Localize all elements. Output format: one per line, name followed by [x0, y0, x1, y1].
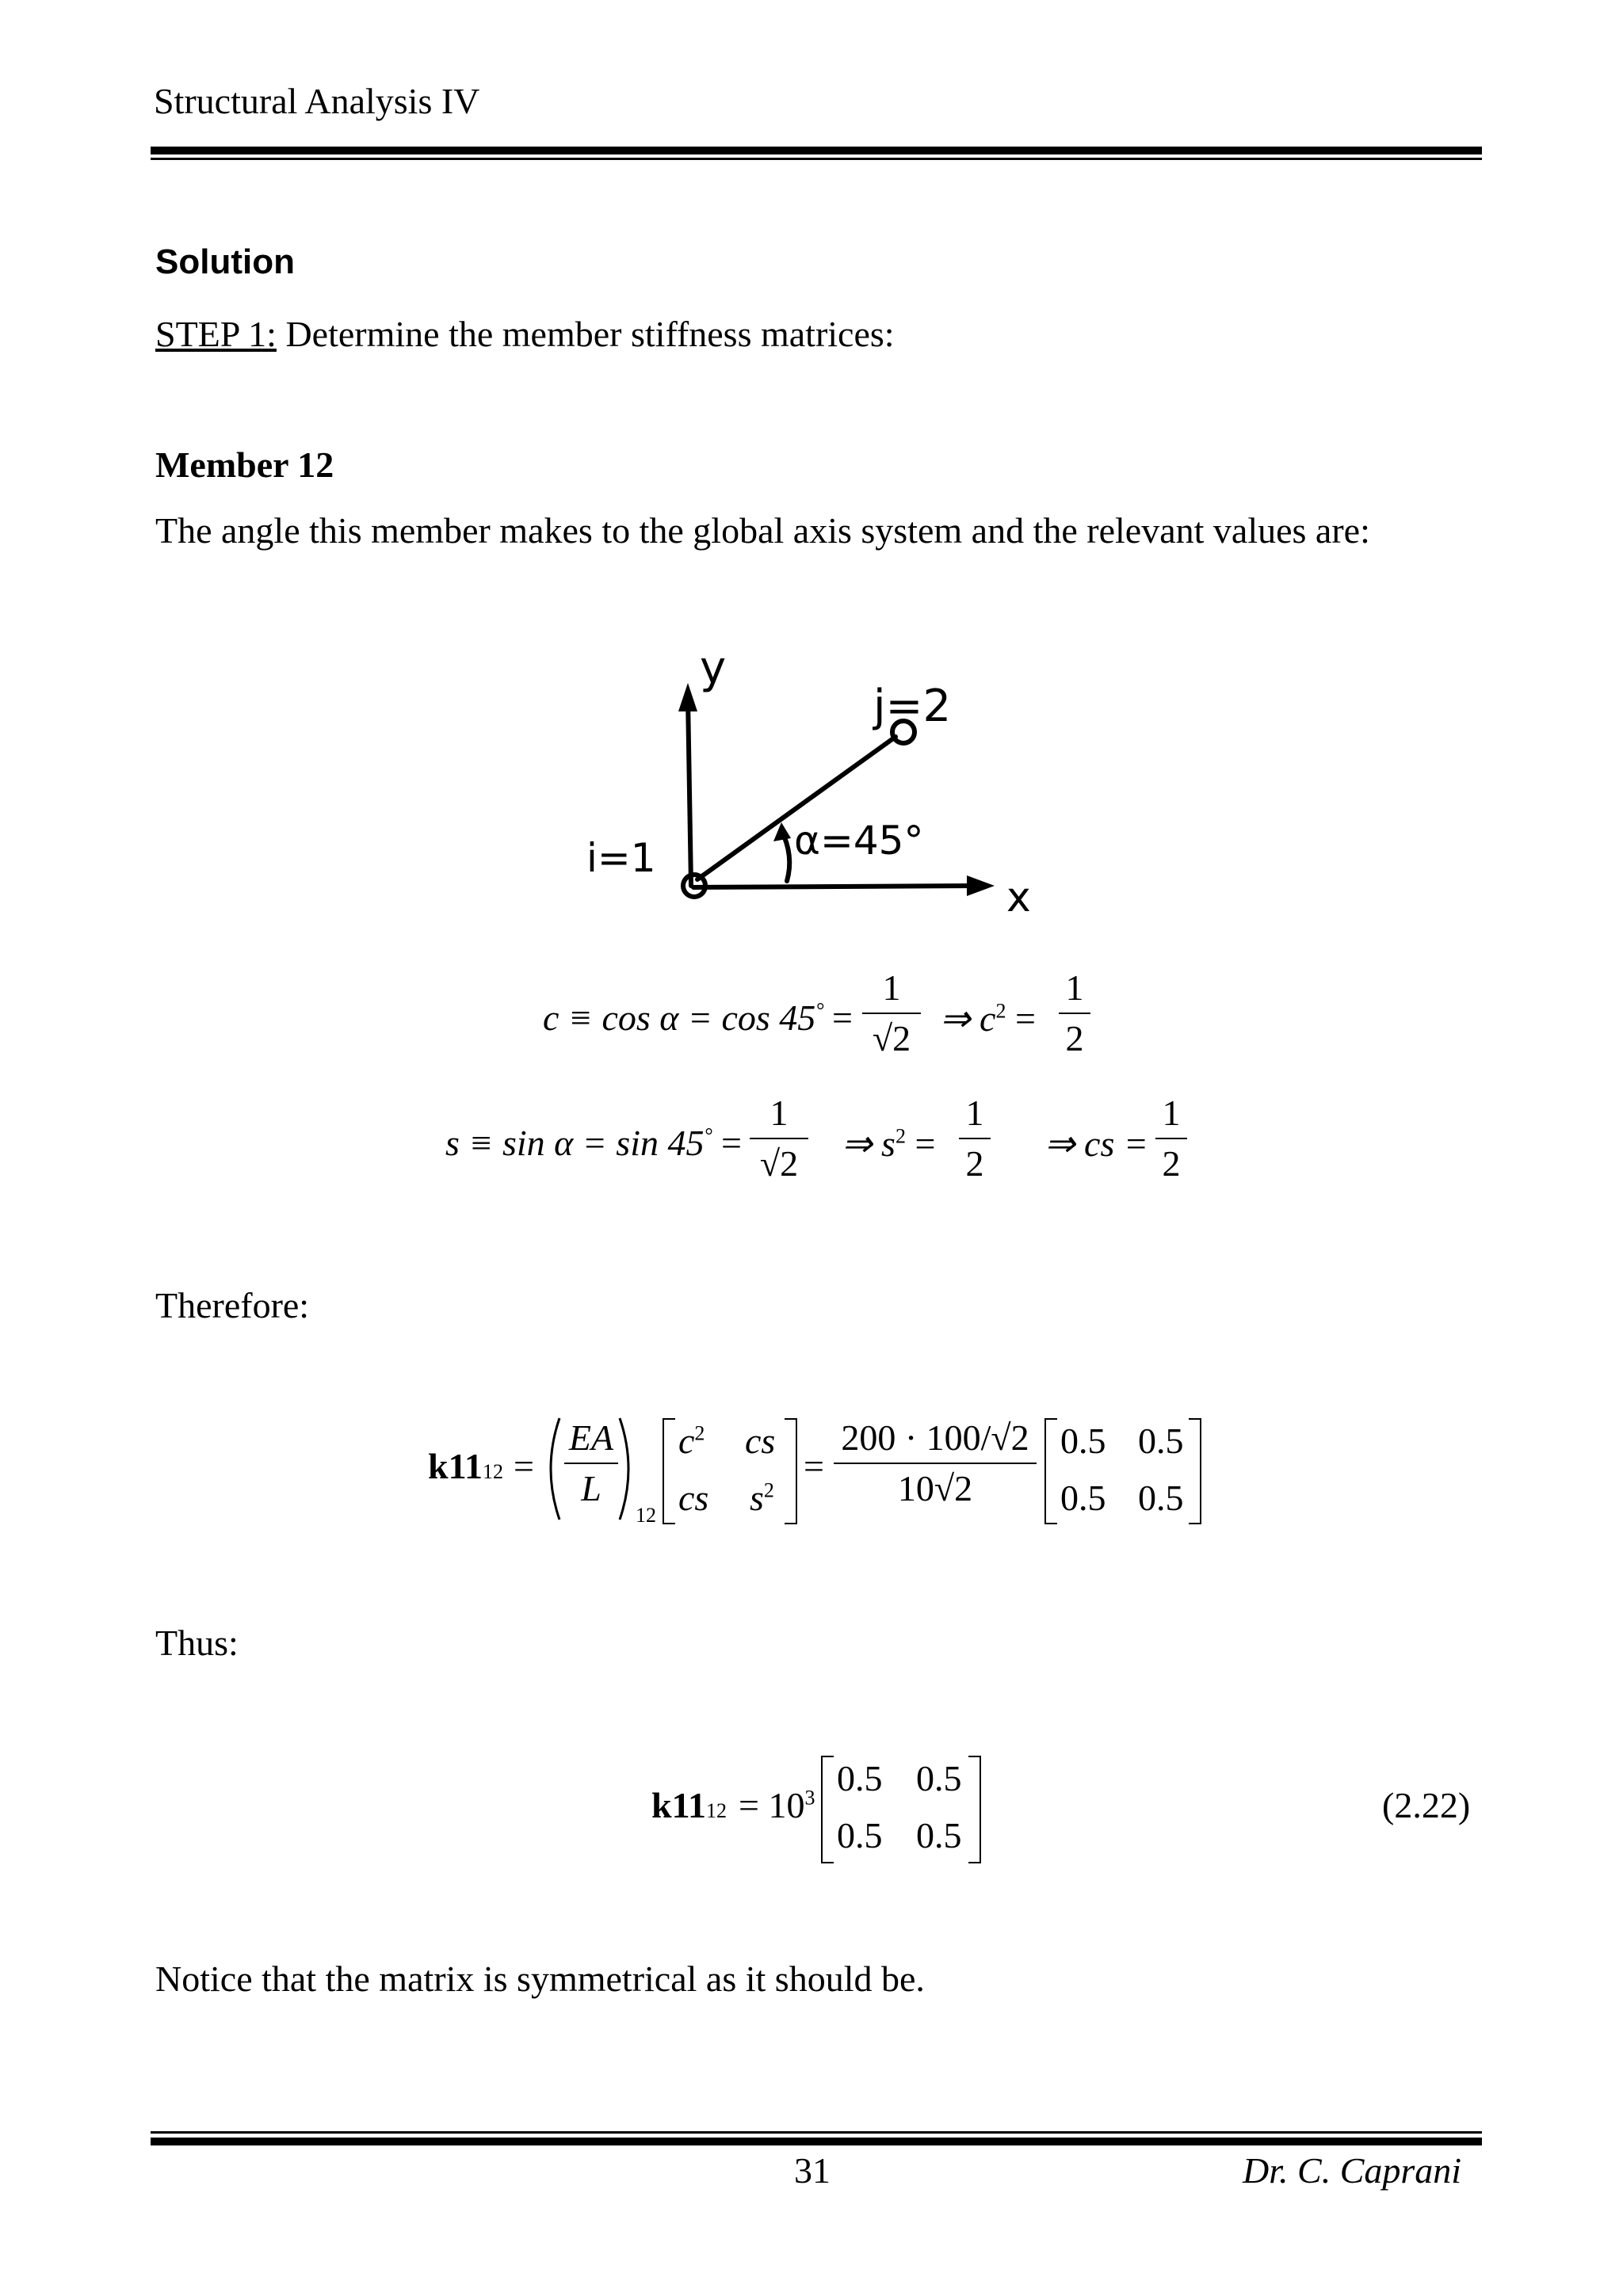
eq-k-numeric-fraction: 200 · 100/√2 10√2 [834, 1418, 1037, 1508]
eq-s-implies-cs: ⇒ cs = [1044, 1123, 1148, 1164]
eq-k-m12: cs [745, 1421, 776, 1461]
x-axis-line [693, 886, 975, 887]
eq-c-equals: = [832, 997, 853, 1038]
eq-k-v22: 0.5 [1138, 1478, 1184, 1518]
eq-c-result: 1 2 [1059, 968, 1090, 1058]
x-axis-label: x [1006, 874, 1031, 919]
header-title: Structural Analysis IV [154, 81, 480, 121]
eq-final-v11: 0.5 [837, 1758, 883, 1798]
eq-s-result-2: 1 2 [1155, 1093, 1187, 1184]
eq-final-v12: 0.5 [916, 1758, 962, 1798]
solution-heading: Solution [155, 242, 295, 281]
eq-final-bracket-right [968, 1756, 981, 1863]
eq-k-numeric-bracket-right [1189, 1418, 1201, 1524]
y-arrow-head [678, 683, 697, 711]
eq-final-v22: 0.5 [916, 1815, 962, 1855]
step-text: Determine the member stiffness matrices: [276, 314, 895, 354]
step-line [155, 312, 895, 357]
eq-final-symbol: k1112 [651, 1785, 727, 1825]
node-i-label: i=1 [586, 835, 656, 881]
eq-k-equals: = [514, 1446, 534, 1486]
eq-k-v11: 0.5 [1060, 1421, 1106, 1461]
y-axis-line [688, 697, 691, 886]
eq-s-lhs: s ≡ sin α = sin 45° [445, 1123, 712, 1163]
eq-k-m21: cs [678, 1478, 709, 1518]
eq-s-result-1: 1 2 [959, 1093, 991, 1184]
eq-k-equals-2: = [804, 1446, 824, 1486]
eq-final-v21: 0.5 [837, 1815, 883, 1855]
eq-k-symbolic-bracket-right [785, 1418, 797, 1524]
eq-final-power: = $10^3$ [739, 1785, 815, 1825]
thus-text: Thus: [155, 1623, 239, 1663]
step-label: STEP 1: [155, 314, 277, 354]
y-axis-label: y [700, 643, 727, 694]
intro-text: The angle this member makes to the global axis system and the relevant values are: [155, 510, 1370, 551]
eq-c-implies: ⇒ $c^2$ = [940, 998, 1036, 1039]
notice-text: Notice that the matrix is symmetrical as it should be. [155, 1958, 925, 1999]
footer-rule-thin [151, 2131, 1482, 2134]
eq-k-symbol: k1112 [428, 1446, 504, 1486]
eq-k-ea-over-l: EA L [564, 1418, 618, 1508]
header-rule-thick [151, 147, 1482, 154]
eq-c-lhs: c ≡ cos α = cos 45° [543, 997, 824, 1038]
eq-k-v12: 0.5 [1138, 1421, 1184, 1461]
eq-s-fraction: 1 √2 [750, 1093, 808, 1184]
therefore-text: Therefore: [155, 1285, 310, 1325]
member-angle-sketch [555, 642, 1070, 919]
member-heading: Member 12 [155, 444, 334, 485]
eq-s-implies: ⇒ $s^2$ = [842, 1123, 936, 1164]
eq-k-m22: $s^2$ [750, 1478, 774, 1518]
eq-k-m11: $c^2$ [678, 1421, 705, 1461]
footer-rule-thick [151, 2138, 1482, 2145]
angle-label: α=45° [794, 818, 924, 864]
eq-k-symbolic-bracket-left [663, 1418, 675, 1524]
x-arrow-head [967, 875, 995, 896]
equation-number: (2.22) [1382, 1785, 1471, 1825]
eq-s-equals: = [721, 1123, 742, 1163]
eq-k-paren-subscript: 12 [636, 1504, 656, 1527]
page-number: 31 [794, 2150, 831, 2191]
eq-k-v21: 0.5 [1060, 1478, 1106, 1518]
header-rule-thin [151, 158, 1482, 160]
eq-c-fraction: 1 √2 [862, 968, 921, 1058]
footer-author: Dr. C. Caprani [1243, 2150, 1462, 2191]
eq-k-numeric-bracket-left [1044, 1418, 1057, 1524]
eq-final-bracket-left [821, 1756, 834, 1863]
node-j-label: j=2 [873, 681, 952, 732]
